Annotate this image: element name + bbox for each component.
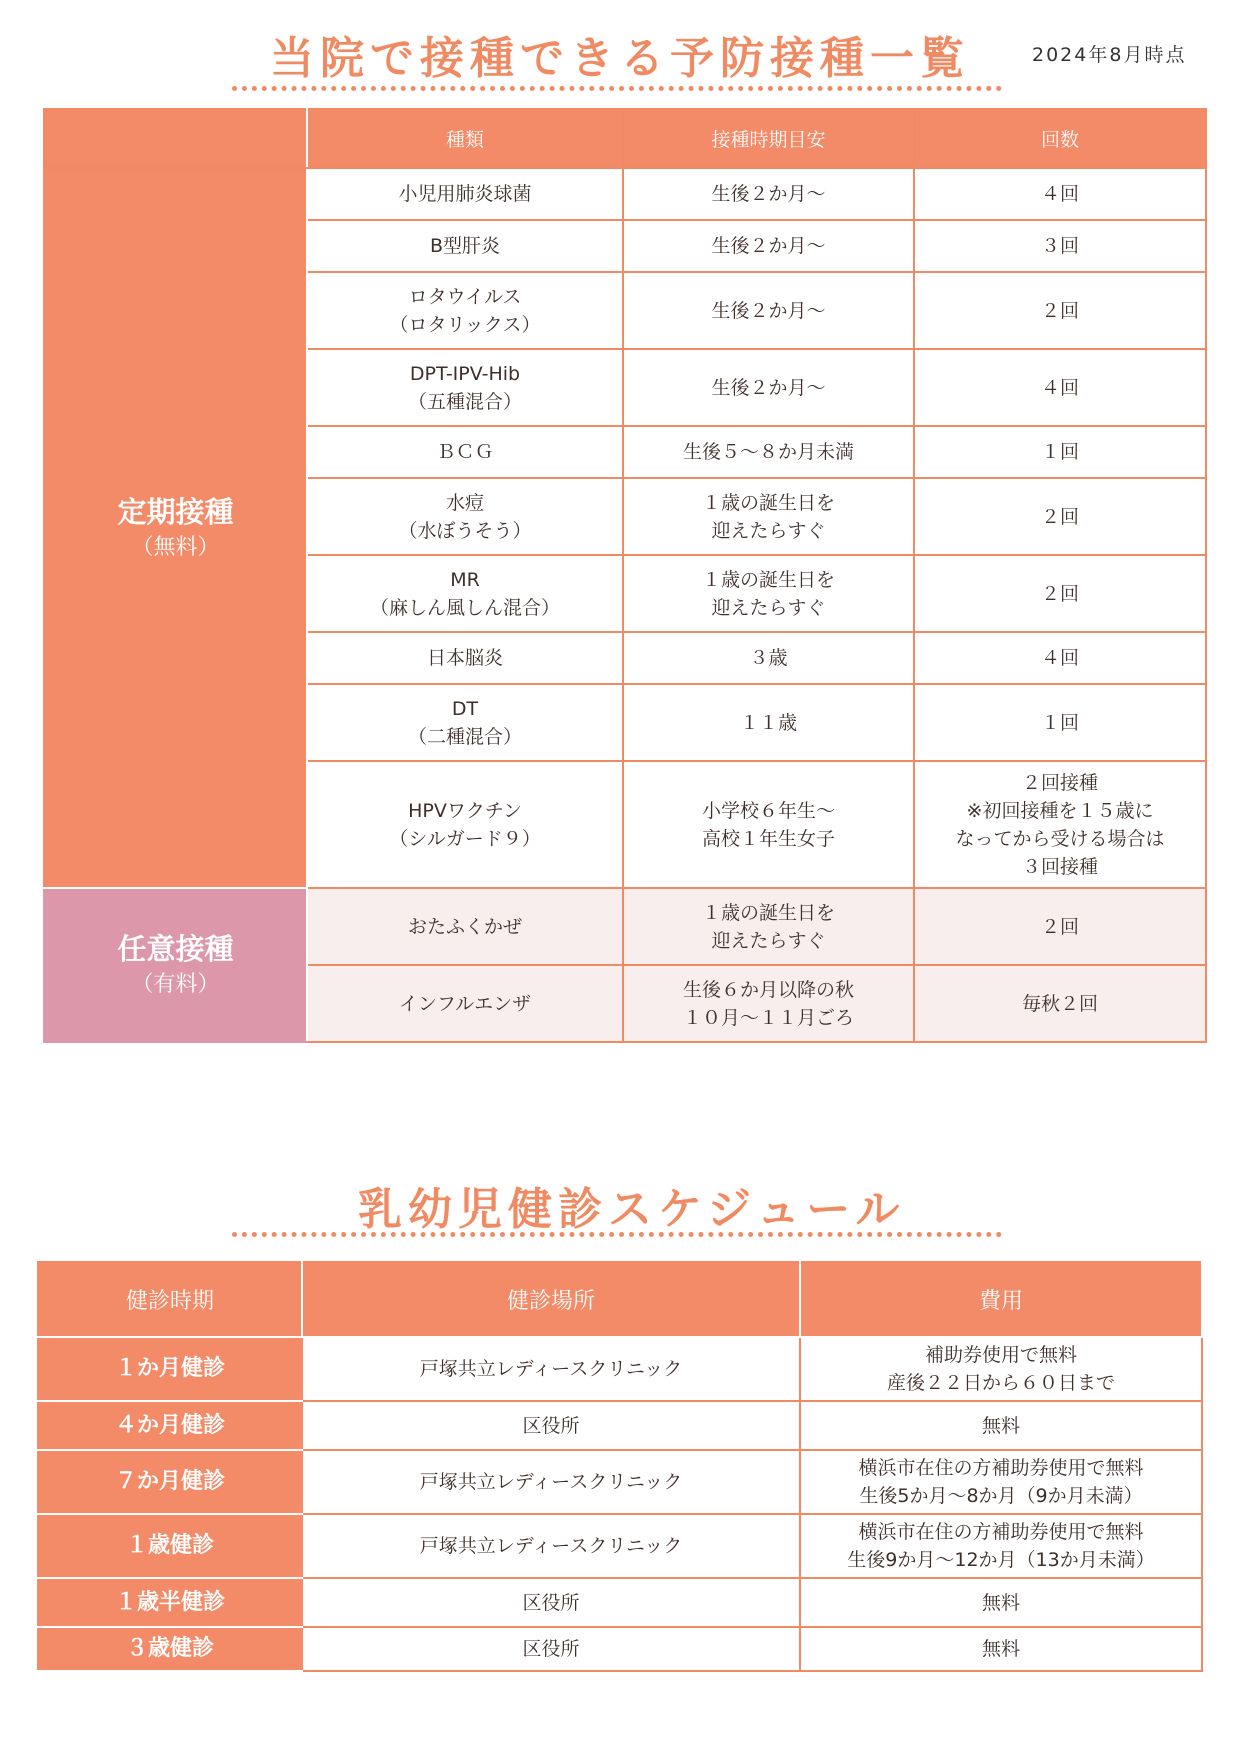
vaccine-timing-cell: [623, 632, 914, 684]
cell-line: 毎秋２回: [1021, 992, 1098, 1015]
cell-line: おたふくかぜ: [407, 915, 522, 938]
cell-line: 迎えたらすぐ: [711, 596, 826, 619]
cell-line: （二種混合）: [407, 725, 522, 748]
cell-line: １０月～１１月ごろ: [682, 1006, 854, 1029]
vaccine-timing-cell: [623, 888, 914, 965]
cell-line: ４回: [1040, 376, 1079, 399]
cell-line: （麻しん風しん混合）: [369, 596, 560, 619]
cell-line: （シルガード９）: [389, 827, 541, 850]
vaccine-count-cell: [914, 220, 1206, 272]
checkup-place-cell: 区役所: [302, 1627, 800, 1671]
vaccine-count-cell: [914, 168, 1206, 220]
routine-vaccine-row: [44, 168, 1206, 220]
cell-line: ２回: [1040, 505, 1079, 528]
vaccine-header-row: [44, 109, 1206, 168]
header-checkup-timing: 健診時期: [38, 1262, 302, 1337]
cell-line: 生後２か月～: [711, 376, 826, 399]
vaccine-type-cell: [307, 168, 623, 220]
vaccine-timing-cell: [623, 426, 914, 478]
vaccine-type-cell: [307, 888, 623, 965]
cell-line: 無料: [981, 1638, 1020, 1660]
checkup-cost-cell: [800, 1514, 1202, 1578]
cell-line: ３歳: [749, 647, 788, 669]
title-underline: [232, 86, 1002, 91]
cell-line: （五種混合）: [407, 390, 522, 413]
vaccine-timing-cell: [623, 168, 914, 220]
vaccine-type-cell: [307, 272, 623, 349]
vaccine-type-cell: [307, 761, 623, 888]
vaccine-type-cell: [307, 426, 623, 478]
category-note: （有料）: [131, 972, 220, 997]
cell-line: ※初回接種を１５歳に: [966, 799, 1154, 822]
header-corner: [44, 109, 307, 168]
cell-line: １歳の誕生日を: [701, 901, 835, 924]
category-note: （無料）: [131, 535, 220, 560]
checkup-place-cell: 戸塚共立レディースクリニック: [302, 1514, 800, 1578]
vaccine-type-cell: [307, 684, 623, 761]
cell-line: B型肝炎: [429, 235, 501, 257]
cell-line: 産後２２日から６０日まで: [886, 1372, 1115, 1394]
vaccine-timing-cell: [623, 761, 914, 888]
cell-line: なってから受ける場合は: [955, 827, 1165, 850]
vaccine-rows: [44, 168, 1206, 1042]
cell-line: １歳の誕生日を: [701, 568, 835, 591]
cell-line: 迎えたらすぐ: [711, 929, 826, 952]
checkup-cost-cell: [800, 1578, 1202, 1627]
vaccine-timing-cell: [623, 555, 914, 632]
checkup-timing-cell: １歳健診: [38, 1514, 302, 1578]
cell-line: 補助券使用で無料: [924, 1344, 1077, 1366]
vaccine-timing-cell: [623, 349, 914, 426]
cell-line: 無料: [981, 1591, 1020, 1614]
vaccine-count-cell: [914, 426, 1206, 478]
vaccine-type-cell: [307, 349, 623, 426]
cell-line: HPVワクチン: [408, 799, 522, 822]
checkup-table: [37, 1261, 1203, 1672]
cell-line: （ロタリックス）: [389, 313, 541, 336]
checkup-schedule-title: 乳幼児健診スケジュール: [358, 1184, 906, 1235]
checkup-row: [38, 1337, 1202, 1401]
cell-line: １歳の誕生日を: [701, 491, 835, 514]
cell-line: 生後６か月以降の秋: [682, 978, 854, 1001]
checkup-timing-cell: ７か月健診: [38, 1450, 302, 1514]
header-type: 種類: [307, 109, 623, 168]
cell-line: １回: [1040, 711, 1079, 734]
vaccine-type-cell: [307, 555, 623, 632]
vaccine-type-cell: [307, 632, 623, 684]
checkup-row: [38, 1627, 1202, 1671]
vaccine-type-cell: [307, 220, 623, 272]
cell-line: 生後5か月～8か月（9か月未満）: [859, 1485, 1143, 1507]
cell-line: １回: [1040, 441, 1079, 463]
cell-line: ３回接種: [1021, 855, 1098, 878]
vaccine-timing-cell: [623, 965, 914, 1042]
cell-line: 小学校６年生～: [701, 799, 835, 822]
vaccine-timing-cell: [623, 220, 914, 272]
header-timing: 接種時期目安: [623, 109, 914, 168]
checkup-cost-cell: [800, 1450, 1202, 1514]
cell-line: ２回: [1040, 582, 1079, 605]
vaccine-count-cell: [914, 684, 1206, 761]
checkup-header-row: [38, 1262, 1202, 1337]
vaccine-count-cell: [914, 272, 1206, 349]
cell-line: 無料: [981, 1414, 1020, 1437]
cell-line: 生後２か月～: [711, 235, 826, 257]
checkup-row: [38, 1578, 1202, 1627]
checkup-place-cell: 区役所: [302, 1578, 800, 1627]
vaccine-timing-cell: [623, 478, 914, 555]
vaccine-timing-cell: [623, 684, 914, 761]
cell-line: 生後５～８か月未満: [682, 441, 854, 463]
checkup-cost-cell: [800, 1627, 1202, 1671]
cell-line: ＢＣＧ: [436, 441, 494, 463]
vaccine-count-cell: [914, 478, 1206, 555]
cell-line: DT: [451, 697, 479, 720]
vaccine-type-cell: [307, 965, 623, 1042]
cell-line: ３回: [1040, 235, 1079, 257]
title-underline: [232, 1232, 1002, 1237]
cell-line: ４回: [1040, 647, 1079, 669]
vaccine-count-cell: [914, 349, 1206, 426]
cell-line: DPT-IPV-Hib: [409, 362, 521, 385]
vaccine-count-cell: [914, 888, 1206, 965]
category-routine: [44, 168, 307, 888]
cell-line: 小児用肺炎球菌: [398, 183, 532, 205]
cell-line: ２回: [1040, 299, 1079, 322]
cell-line: 日本脳炎: [426, 647, 503, 669]
cell-line: 高校１年生女子: [701, 827, 835, 850]
cell-line: 生後２か月～: [711, 299, 826, 322]
optional-vaccine-row: [44, 888, 1206, 965]
cell-line: 生後２か月～: [711, 183, 826, 205]
cell-line: ２回接種: [1021, 771, 1098, 794]
vaccine-count-cell: [914, 555, 1206, 632]
vaccine-count-cell: [914, 965, 1206, 1042]
checkup-cost-cell: [800, 1337, 1202, 1401]
checkup-row: [38, 1514, 1202, 1578]
cell-line: ４回: [1040, 183, 1079, 205]
cell-line: 迎えたらすぐ: [711, 519, 826, 542]
vaccine-table: [43, 108, 1207, 1043]
vaccine-type-cell: [307, 478, 623, 555]
category-optional: [44, 888, 307, 1042]
checkup-place-cell: 戸塚共立レディースクリニック: [302, 1337, 800, 1401]
header-checkup-place: 健診場所: [302, 1262, 800, 1337]
cell-line: １１歳: [739, 711, 797, 734]
cell-line: インフルエンザ: [398, 992, 532, 1015]
cell-line: （水ぼうそう）: [398, 519, 532, 542]
checkup-timing-cell: １か月健診: [38, 1337, 302, 1401]
vaccine-timing-cell: [623, 272, 914, 349]
cell-line: 生後9か月～12か月（13か月未満）: [847, 1549, 1155, 1571]
cell-line: ２回: [1040, 915, 1079, 938]
checkup-row: [38, 1401, 1202, 1450]
cell-line: 横浜市在住の方補助券使用で無料: [858, 1457, 1144, 1479]
checkup-rows: [38, 1337, 1202, 1671]
vaccine-list-title: 当院で接種できる予防接種一覧: [270, 33, 970, 84]
checkup-row: [38, 1450, 1202, 1514]
header-checkup-cost: 費用: [800, 1262, 1202, 1337]
header-count: 回数: [914, 109, 1206, 168]
cell-line: 水痘: [445, 491, 484, 514]
cell-line: 横浜市在住の方補助券使用で無料: [858, 1521, 1144, 1543]
category-name: 任意接種: [117, 932, 234, 966]
checkup-timing-cell: ３歳健診: [38, 1627, 302, 1671]
checkup-place-cell: 区役所: [302, 1401, 800, 1450]
category-name: 定期接種: [117, 495, 234, 529]
vaccine-count-cell: [914, 761, 1206, 888]
checkup-cost-cell: [800, 1401, 1202, 1450]
as-of-date: 2024年8月時点: [1032, 44, 1187, 66]
vaccine-count-cell: [914, 632, 1206, 684]
checkup-timing-cell: １歳半健診: [38, 1578, 302, 1627]
checkup-place-cell: 戸塚共立レディースクリニック: [302, 1450, 800, 1514]
checkup-timing-cell: ４か月健診: [38, 1401, 302, 1450]
cell-line: MR: [450, 568, 480, 591]
cell-line: ロタウイルス: [408, 285, 522, 308]
